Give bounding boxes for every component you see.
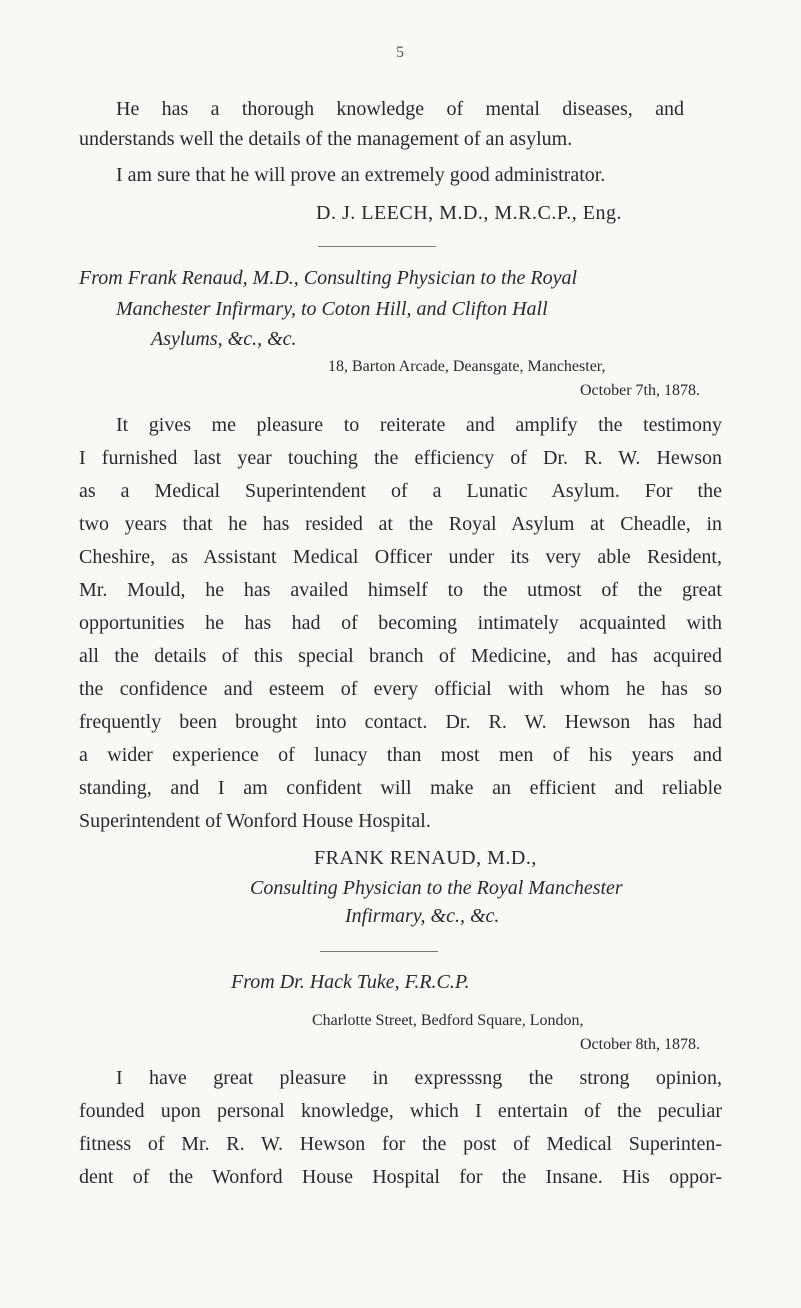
letter-body-line: as a Medical Superintendent of a Lunatic Asylum. For the <box>79 480 722 502</box>
body-line: understands well the details of the management of an asylum. <box>79 128 573 150</box>
letter-body-line: two years that he has resided at the Royal Asylum at Cheadle, in <box>79 513 722 535</box>
signature-title: Consulting Physician to the Royal Manchester <box>250 877 623 899</box>
letter-body-line: Superintendent of Wonford House Hospital. <box>79 810 431 832</box>
letter-body-line: opportunities he has had of becoming intimately acquainted with <box>79 612 722 634</box>
signature-leech: D. J. LEECH, M.D., M.R.C.P., Eng. <box>316 202 622 224</box>
letter-body-line: founded upon personal knowledge, which I entertain of the peculiar <box>79 1100 722 1122</box>
letter-body-line: the confidence and esteem of every official with whom he has so <box>79 678 722 700</box>
letter-address: 18, Barton Arcade, Deansgate, Manchester, <box>328 358 606 375</box>
letter-body-line: dent of the Wonford House Hospital for the Insane. His oppor- <box>79 1166 722 1188</box>
letter-heading: Manchester Infirmary, to Coton Hill, and Clifton Hall <box>116 298 548 320</box>
letter-address: Charlotte Street, Bedford Square, London, <box>312 1012 584 1029</box>
body-line: I am sure that he will prove an extremely good administrator. <box>116 164 606 186</box>
letter-heading: From Frank Renaud, M.D., Consulting Physician to the Royal <box>79 267 578 289</box>
letter-body-line: I furnished last year touching the efficiency of Dr. R. W. Hewson <box>79 447 722 469</box>
letter-body-line: frequently been brought into contact. Dr. R. W. Hewson has had <box>79 711 722 733</box>
letter-date: October 7th, 1878. <box>580 382 700 399</box>
letter-body-line: Mr. Mould, he has availed himself to the utmost of the great <box>79 579 722 601</box>
letter-heading: From Dr. Hack Tuke, F.R.C.P. <box>231 971 470 993</box>
signature-title: Infirmary, &c., &c. <box>345 905 500 927</box>
letter-body-line: I have great pleasure in expresssng the strong opinion, <box>116 1067 722 1089</box>
letter-body-line: a wider experience of lunacy than most men of his years and <box>79 744 722 766</box>
letter-body-line: all the details of this special branch of Medicine, and has acquired <box>79 645 722 667</box>
letter-heading: Asylums, &c., &c. <box>151 328 297 350</box>
letter-body-line: Cheshire, as Assistant Medical Officer under its very able Resident, <box>79 546 722 568</box>
body-line: He has a thorough knowledge of mental diseases, and <box>116 98 684 120</box>
divider <box>318 246 436 247</box>
divider <box>320 951 438 952</box>
letter-body-line: fitness of Mr. R. W. Hewson for the post of Medical Superinten- <box>79 1133 722 1155</box>
letter-body-line: It gives me pleasure to reiterate and amplify the testimony <box>116 414 722 436</box>
signature-renaud: FRANK RENAUD, M.D., <box>314 847 537 869</box>
letter-date: October 8th, 1878. <box>580 1036 700 1053</box>
page-number: 5 <box>396 44 404 61</box>
letter-body-line: standing, and I am confident will make an efficient and reliable <box>79 777 722 799</box>
